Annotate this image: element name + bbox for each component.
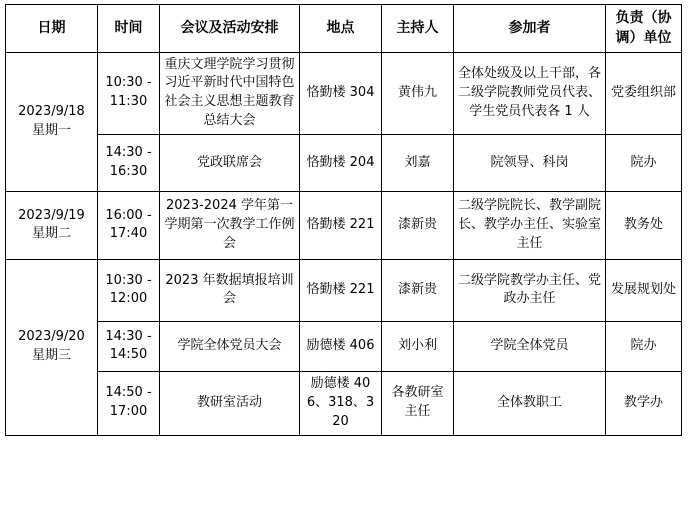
time-line-1: 16:00 - — [105, 207, 152, 223]
cell-location: 励德楼 406 — [300, 321, 382, 371]
time-line-1: 14:50 - — [105, 385, 152, 401]
cell-participants: 二级学院教学办主任、党政办主任 — [454, 259, 606, 321]
column-header-date: 日期 — [6, 5, 98, 53]
column-header-location: 地点 — [300, 5, 382, 53]
cell-host: 刘嘉 — [382, 134, 454, 191]
cell-unit: 教务处 — [606, 191, 682, 259]
cell-activity: 学院全体党员大会 — [160, 321, 300, 371]
cell-date — [6, 259, 98, 435]
cell-time — [98, 52, 160, 134]
date-line-1: 2023/9/18 — [18, 103, 85, 119]
time-line-1: 10:30 - — [105, 272, 152, 288]
cell-host: 各教研室主任 — [382, 371, 454, 435]
time-line-2: 11:30 — [109, 94, 148, 110]
cell-participants: 二级学院院长、教学副院长、教学办主任、实验室主任 — [454, 191, 606, 259]
column-header-activity: 会议及活动安排 — [160, 5, 300, 53]
cell-location: 恪勤楼 221 — [300, 259, 382, 321]
time-line-2: 17:00 — [109, 404, 148, 420]
date-line-2: 星期二 — [31, 226, 71, 242]
cell-activity: 重庆文理学院学习贯彻习近平新时代中国特色社会主义思想主题教育总结大会 — [160, 52, 300, 134]
date-line-2: 星期三 — [31, 348, 71, 364]
table-header-row — [6, 5, 682, 53]
schedule-table — [5, 4, 682, 436]
date-line-2: 星期一 — [31, 122, 71, 138]
cell-unit: 党委组织部 — [606, 52, 682, 134]
cell-unit: 教学办 — [606, 371, 682, 435]
cell-time — [98, 259, 160, 321]
column-header-host: 主持人 — [382, 5, 454, 53]
table-row — [6, 259, 682, 321]
cell-host: 刘小利 — [382, 321, 454, 371]
cell-time — [98, 371, 160, 435]
cell-activity: 党政联席会 — [160, 134, 300, 191]
cell-host: 黄伟九 — [382, 52, 454, 134]
time-line-2: 14:50 — [109, 347, 148, 363]
cell-location: 恪勤楼 204 — [300, 134, 382, 191]
cell-time — [98, 191, 160, 259]
cell-time — [98, 321, 160, 371]
time-line-2: 17:40 — [109, 226, 148, 242]
schedule-document — [0, 4, 688, 521]
cell-date — [6, 52, 98, 191]
cell-activity: 教研室活动 — [160, 371, 300, 435]
cell-participants: 全体处级及以上干部，各二级学院教师党员代表、学生党员代表各 1 人 — [454, 52, 606, 134]
column-header-unit: 负责（协调）单位 — [606, 5, 682, 53]
cell-unit: 发展规划处 — [606, 259, 682, 321]
cell-location: 恪勤楼 221 — [300, 191, 382, 259]
cell-activity: 2023 年数据填报培训会 — [160, 259, 300, 321]
date-line-1: 2023/9/20 — [18, 329, 85, 345]
time-line-2: 12:00 — [109, 291, 148, 307]
table-row — [6, 191, 682, 259]
cell-participants: 院领导、科岗 — [454, 134, 606, 191]
cell-host: 漆新贵 — [382, 191, 454, 259]
time-line-1: 10:30 - — [105, 75, 152, 91]
cell-participants: 全体教职工 — [454, 371, 606, 435]
table-row — [6, 371, 682, 435]
cell-unit: 院办 — [606, 321, 682, 371]
cell-participants: 学院全体党员 — [454, 321, 606, 371]
cell-location: 恪勤楼 304 — [300, 52, 382, 134]
time-line-1: 14:30 - — [105, 328, 152, 344]
time-line-2: 16:30 — [109, 163, 148, 179]
date-line-1: 2023/9/19 — [18, 207, 85, 223]
column-header-time: 时间 — [98, 5, 160, 53]
cell-host: 漆新贵 — [382, 259, 454, 321]
cell-location: 励德楼 406、318、320 — [300, 371, 382, 435]
table-row — [6, 52, 682, 134]
time-line-1: 14:30 - — [105, 145, 152, 161]
cell-activity: 2023-2024 学年第一学期第一次教学工作例会 — [160, 191, 300, 259]
cell-date — [6, 191, 98, 259]
column-header-participants: 参加者 — [454, 5, 606, 53]
cell-unit: 院办 — [606, 134, 682, 191]
table-row — [6, 134, 682, 191]
table-row — [6, 321, 682, 371]
cell-time — [98, 134, 160, 191]
